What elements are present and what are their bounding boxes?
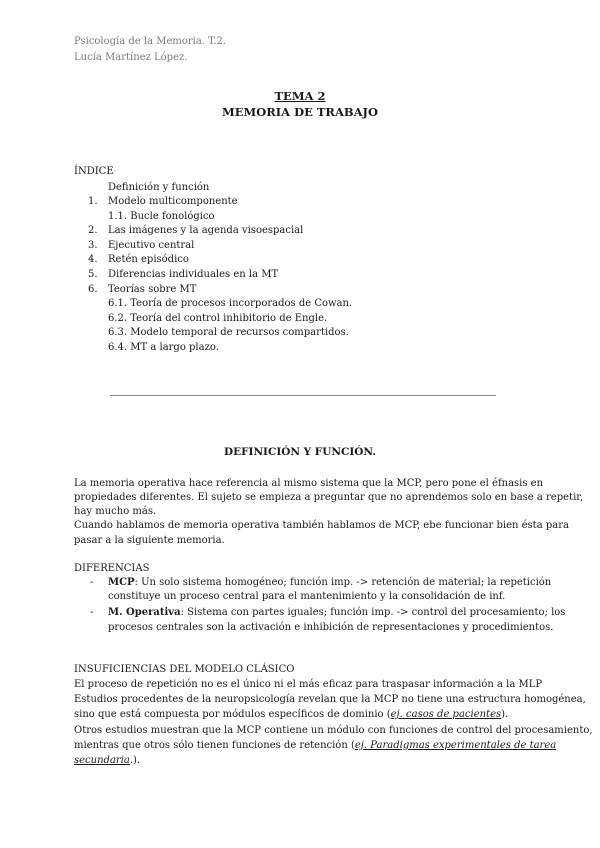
- index-item-number: 4.: [88, 254, 98, 265]
- bullet-marker: -: [90, 607, 94, 618]
- example-note: ej. casos de pacientes: [390, 709, 502, 720]
- paragraph-line: Cuando hablamos de memoria operativa también hablamos de MCP, ebe funcionar bien ésta para: [74, 520, 569, 531]
- index-item: Ejecutivo central: [108, 240, 195, 251]
- text-run: ).: [501, 709, 509, 720]
- bullet-text: : Sistema con partes iguales; función imp. -> control del procesamiento; los: [180, 607, 566, 618]
- title-topic: TEMA 2: [274, 89, 326, 103]
- bullet-term: M. Operativa: [108, 607, 181, 618]
- bullet-line: [108, 607, 565, 618]
- paragraph-line: Estudios procedentes de la neuropsicología revelan que la MCP no tiene una estructura homogénea,: [74, 694, 586, 705]
- paragraph-line: La memoria operativa hace referencia al mismo sistema que la MCP, pero pone el éfnasis en: [74, 478, 544, 489]
- page-subtitle: MEMORIA DE TRABAJO: [222, 105, 378, 119]
- index-item-number: 3.: [88, 240, 98, 251]
- index-subitem: 6.1. Teoría de procesos incorporados de Cowan.: [108, 298, 353, 309]
- paragraph-line: pasar a la siguiente memoria.: [74, 535, 225, 546]
- bullet-line: [108, 577, 551, 588]
- differences-label: DIFERENCIAS: [74, 563, 150, 574]
- index-item-number: 6.: [88, 284, 98, 295]
- index-item-number: 5.: [88, 269, 98, 280]
- paragraph-line: [74, 755, 140, 766]
- index-subitem: 6.2. Teoría del control inhibitorio de Engle.: [108, 313, 328, 324]
- section-heading: DEFINICIÓN Y FUNCIÓN.: [223, 446, 376, 458]
- example-note: secundaria: [74, 755, 130, 766]
- index-subitem: 1.1. Bucle fonológico: [108, 211, 215, 222]
- example-note: ej. Paradigmas experimentales de tarea: [354, 740, 557, 751]
- index-subitem: 6.4. MT a largo plazo.: [108, 342, 219, 353]
- bullet-text: : Un solo sistema homogéneo; función imp. -> retención de material; la repetición: [134, 577, 552, 588]
- paragraph-line: Otros estudios muestran que la MCP contiene un módulo con funciones de control del procesamiento,: [74, 725, 593, 736]
- divider: [110, 395, 496, 396]
- page-title: [0, 89, 600, 103]
- paragraph-line: propiedades diferentes. El sujeto se empieza a preguntar que no aprendemos solo en base a repetir,: [74, 492, 584, 503]
- index-item: Las imágenes y la agenda visoespacial: [108, 225, 304, 236]
- paragraph-line: hay mucho más.: [74, 506, 157, 517]
- index-item: Teorías sobre MT: [108, 284, 197, 295]
- header-course: Psicología de la Memoria. T.2.: [74, 36, 227, 47]
- index-item: Diferencias individuales en la MT: [108, 269, 279, 280]
- index-item-number: 1.: [88, 196, 98, 207]
- header-author: Lucía Martínez López.: [74, 52, 188, 63]
- index-item: Definición y función: [108, 182, 210, 193]
- index-label: ÍNDICE: [74, 166, 114, 177]
- bullet-marker: -: [90, 577, 94, 588]
- paragraph-line: [74, 709, 508, 720]
- insufficiencies-label: INSUFICIENCIAS DEL MODELO CLÁSICO: [74, 664, 295, 675]
- bullet-line: constituye un proceso central para el mantenimiento y la consolidación de inf.: [108, 591, 506, 602]
- paragraph-line: El proceso de repetición no es el único ni el más eficaz para traspasar información a la MLP: [74, 679, 543, 690]
- text-run: mientras que otros sólo tienen funciones de retención (: [74, 740, 355, 751]
- paragraph-line: [74, 740, 556, 751]
- text-run: sino que está compuesta por módulos específicos de dominio (: [74, 709, 391, 720]
- index-item: Modelo multicomponente: [108, 196, 238, 207]
- text-run: .).: [129, 755, 141, 766]
- bullet-term: MCP: [108, 577, 135, 588]
- bullet-line: procesos centrales son la activación e inhibición de representaciones y procedimientos.: [108, 622, 554, 633]
- index-item-number: 2.: [88, 225, 98, 236]
- index-item: Retén episódico: [108, 254, 189, 265]
- index-subitem: 6.3. Modelo temporal de recursos compartidos.: [108, 327, 349, 338]
